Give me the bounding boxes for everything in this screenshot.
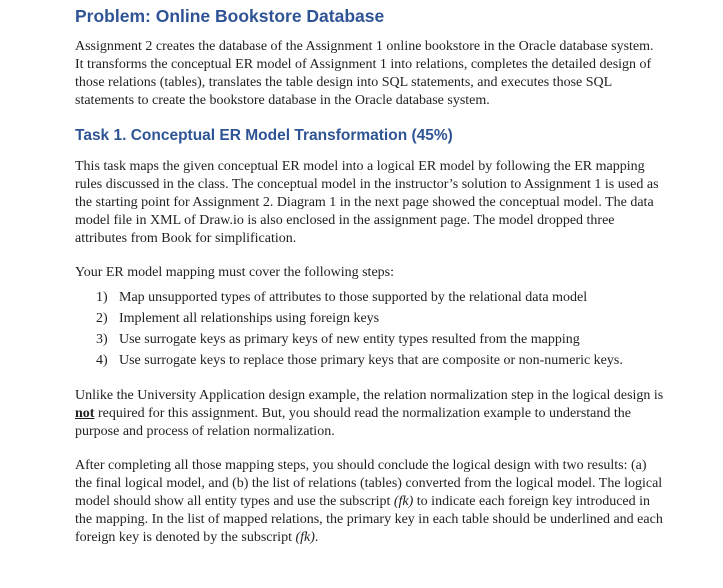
task1-description-paragraph: This task maps the given conceptual ER model into a logical ER model by following the ER mapping rules discussed in the class. The conceptual model in the instructor’s solution to Assignment 1 is used as the starting point for Assignment 2. Diagram 1 in the next page showed the conceptual model. The data model file in XML of Draw.io is also enclosed in the assignment page. The model dropped three attributes from Book for simplification. (75, 159, 659, 246)
step-text: Map unsupported types of attributes to those supported by the relational data model (119, 290, 588, 305)
conclusion-text-3: . (314, 530, 319, 545)
mapping-steps-list (75, 287, 679, 371)
problem-intro-paragraph: Assignment 2 creates the database of the Assignment 1 online bookstore in the Oracle database system. It transforms the conceptual ER model of Assignment 1 into relations, completes the detailed design of those relations (tables), translates the table design into SQL statements, and executes those SQL statements to create the bookstore database in the Oracle database system. (75, 39, 654, 108)
step-number: 2) (96, 311, 108, 326)
step-number: 1) (96, 290, 108, 305)
conclusion-paragraph (75, 457, 665, 547)
task1-title: Task 1. Conceptual ER Model Transformation (45%) (75, 127, 453, 144)
step-number: 4) (96, 353, 108, 368)
normalization-paragraph (75, 387, 665, 441)
list-item (96, 329, 679, 350)
fk-subscript: (fk) (393, 494, 414, 509)
not-emphasis: not (75, 406, 95, 421)
normalization-text-start: Unlike the University Application design example, the relation normalization step in the logical design is (75, 388, 664, 403)
normalization-text-end: required for this assignment. But, you should read the normalization example to understand the purpose and process of relation normalization. (75, 406, 631, 439)
step-text: Use surrogate keys to replace those primary keys that are composite or non-numeric keys. (119, 353, 623, 368)
list-item (96, 350, 679, 371)
conclusion-text-1: After completing all those mapping steps, you should conclude the logical design with two results: (a) the final logical model, and (b) the list of relations (tables) converted from the logical model. The logical model should show all entity types and use the subscript (75, 458, 663, 509)
problem-title: Problem: Online Bookstore Database (75, 6, 385, 26)
steps-intro: Your ER model mapping must cover the following steps: (75, 265, 394, 280)
step-text: Use surrogate keys as primary keys of new entity types resulted from the mapping (119, 332, 580, 347)
list-item (96, 287, 679, 308)
step-text: Implement all relationships using foreign keys (119, 311, 380, 326)
conclusion-text-2: to indicate each foreign key introduced in the mapping. In the list of mapped relations, the primary key in each table should be underlined and each foreign key is denoted by the subscript (75, 494, 663, 545)
fk-subscript: (fk) (295, 530, 315, 545)
step-number: 3) (96, 332, 108, 347)
list-item (96, 308, 679, 329)
